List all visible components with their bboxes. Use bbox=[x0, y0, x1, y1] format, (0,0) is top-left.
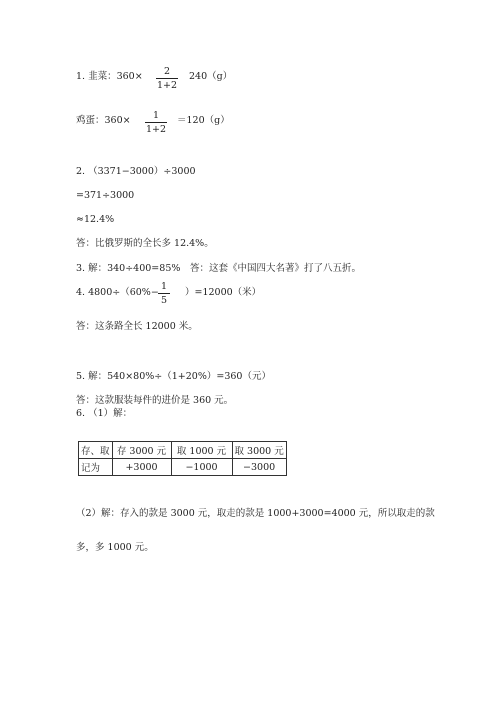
table-cell: 存、取 bbox=[79, 442, 113, 459]
q2-line3: ≈12.4% bbox=[76, 214, 115, 225]
table-cell: 取 3000 元 bbox=[232, 442, 286, 459]
q6-part2-line2: 多，多 1000 元。 bbox=[76, 542, 154, 553]
q6-part1: 6. （1）解： bbox=[76, 408, 133, 419]
q1-egg-fraction-denominator: 1+2 bbox=[145, 124, 167, 135]
q2-line2: =371÷3000 bbox=[76, 190, 135, 201]
q1-egg-fraction-numerator: 1 bbox=[152, 110, 160, 121]
q3-solution: 3. 解：340÷400=85% bbox=[76, 263, 181, 274]
q2-line1: 2. （3371−3000）÷3000 bbox=[76, 166, 196, 177]
q4-fraction-numerator: 1 bbox=[160, 281, 168, 292]
fraction-bar bbox=[145, 122, 167, 123]
q1-label: 1. 韭菜：360× bbox=[76, 71, 143, 82]
q1-egg-result: ＝120（g） bbox=[177, 115, 230, 126]
q4-fraction-denominator: 5 bbox=[160, 295, 168, 306]
table-row bbox=[79, 459, 287, 476]
table-cell: 记为 bbox=[79, 459, 113, 476]
q5-solution: 5. 解：540×80%÷（1+20%）=360（元） bbox=[76, 371, 271, 382]
q1-result: 240（g） bbox=[189, 71, 233, 82]
q6-part2-line1: （2）解：存入的款是 3000 元，取走的款是 1000+3000=4000 元，所以取走的款 bbox=[76, 508, 435, 519]
deposit-withdraw-table bbox=[78, 441, 287, 476]
q2-answer: 答：比俄罗斯的全长多 12.4%。 bbox=[76, 238, 214, 249]
table-cell: −1000 bbox=[171, 459, 232, 476]
q4-right: ）=12000（米） bbox=[185, 287, 262, 298]
q1-egg-label: 鸡蛋：360× bbox=[76, 115, 131, 126]
fraction-bar bbox=[156, 78, 178, 79]
q1-fraction-numerator: 2 bbox=[163, 66, 171, 77]
q1-egg-fraction bbox=[145, 110, 167, 135]
q3-answer: 答：这套《中国四大名著》打了八五折。 bbox=[190, 263, 362, 274]
table-cell: 存 3000 元 bbox=[112, 442, 171, 459]
q1-fraction-denominator: 1+2 bbox=[156, 80, 178, 91]
q5-answer: 答：这款服装每件的进价是 360 元。 bbox=[76, 395, 234, 406]
q4-answer: 答：这条路全长 12000 米。 bbox=[76, 321, 198, 332]
q1-fraction bbox=[156, 66, 178, 91]
q4-fraction bbox=[158, 281, 170, 306]
table-cell: 取 1000 元 bbox=[171, 442, 232, 459]
q4-left: 4. 4800÷（60%− bbox=[76, 287, 159, 298]
table-row bbox=[79, 442, 287, 459]
table-cell: +3000 bbox=[112, 459, 171, 476]
fraction-bar bbox=[158, 293, 170, 294]
table-cell: −3000 bbox=[232, 459, 286, 476]
